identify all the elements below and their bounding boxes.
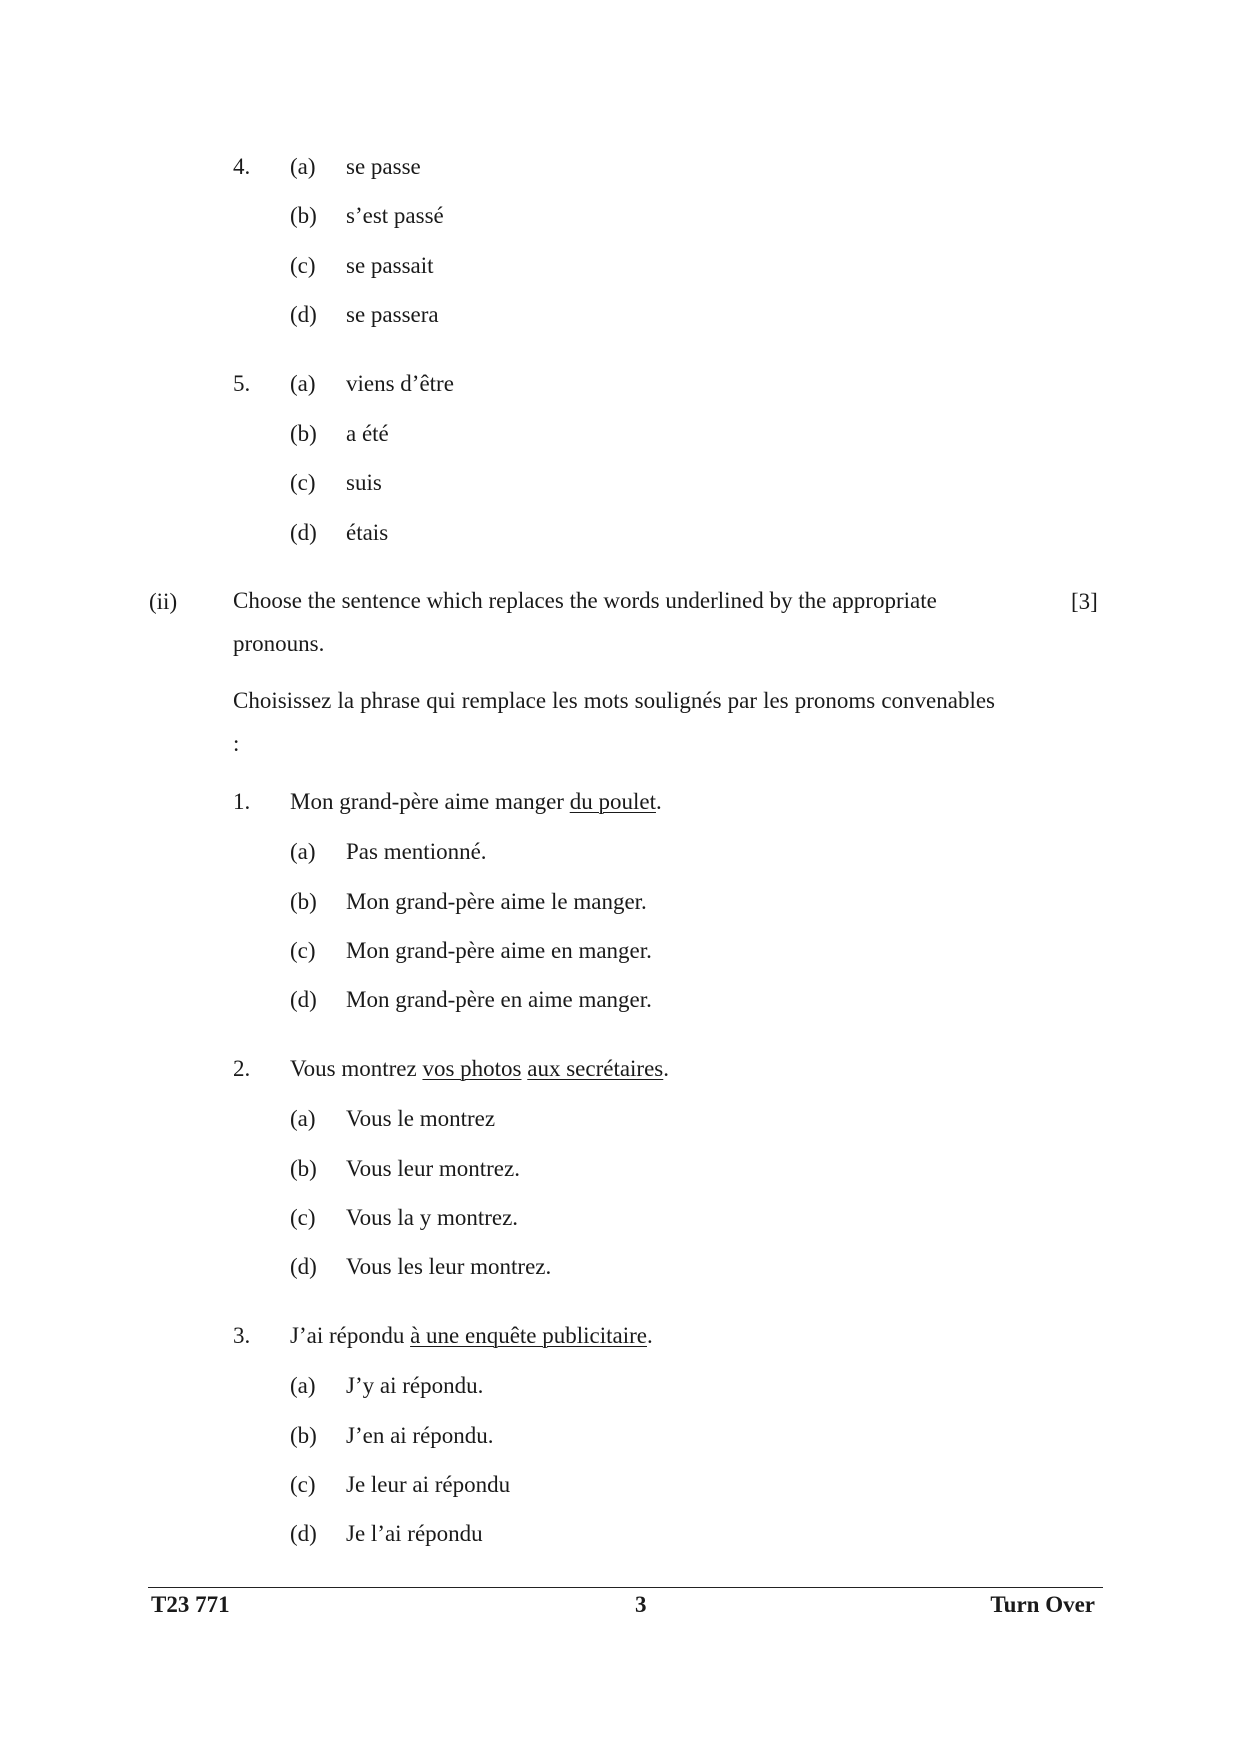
item-2-stem — [290, 1057, 669, 1080]
underlined-words: aux secrétaires — [527, 1056, 664, 1081]
underlined-words: à une enquête publicitaire — [410, 1323, 647, 1348]
option-text: Pas mentionné. — [346, 839, 487, 864]
option-label: (c) — [290, 253, 316, 278]
item-1-stem — [290, 790, 662, 813]
option-text: J’y ai répondu. — [346, 1373, 484, 1398]
q4-option-c — [290, 253, 434, 278]
option-text: suis — [346, 470, 382, 495]
option-text: Vous le montrez — [346, 1106, 496, 1131]
option-label: (b) — [290, 1423, 317, 1448]
item-1-option-b — [290, 889, 647, 914]
option-text: Mon grand-père en aime manger. — [346, 987, 652, 1012]
item-1-number: 1. — [233, 789, 251, 814]
option-text: viens d’être — [346, 371, 454, 396]
stem-text: Vous montrez — [290, 1056, 423, 1081]
page-number: 3 — [635, 1592, 647, 1617]
q5-option-b — [290, 421, 389, 446]
option-text: se passait — [346, 253, 434, 278]
option-text: Mon grand-père aime en manger. — [346, 938, 652, 963]
q5-option-a — [290, 371, 454, 396]
underlined-words: du poulet — [569, 789, 656, 814]
option-text: Vous la y montrez. — [346, 1205, 519, 1230]
option-label: (c) — [290, 938, 316, 963]
underlined-words: vos photos — [422, 1056, 522, 1081]
question-number: 5. — [233, 371, 251, 396]
option-label: (a) — [290, 154, 316, 179]
paper-code: T23 771 — [151, 1592, 230, 1617]
section-label: (ii) — [149, 589, 178, 614]
option-label: (d) — [290, 302, 317, 327]
section-marks: [3] — [1071, 589, 1098, 614]
option-text: se passe — [346, 154, 421, 179]
option-text: a été — [346, 421, 389, 446]
item-3-stem — [290, 1324, 653, 1347]
item-3-option-c — [290, 1472, 511, 1497]
question-number: 4. — [233, 154, 251, 179]
option-text: Vous les leur montrez. — [346, 1254, 552, 1279]
item-2-number: 2. — [233, 1056, 251, 1081]
option-label: (b) — [290, 1156, 317, 1181]
stem-text: Mon grand-père aime manger — [290, 789, 570, 814]
item-1-option-a — [290, 839, 487, 864]
item-1-option-c — [290, 938, 652, 963]
item-2-option-b — [290, 1156, 520, 1181]
option-text: Mon grand-père aime le manger. — [346, 889, 647, 914]
option-label: (a) — [290, 839, 316, 864]
item-3-option-b — [290, 1423, 494, 1448]
option-text: se passera — [346, 302, 439, 327]
stem-punctuation: . — [663, 1056, 670, 1081]
q4-option-b — [290, 203, 444, 228]
option-text: Je l’ai répondu — [346, 1521, 483, 1546]
item-2-option-d — [290, 1254, 552, 1279]
q4-option-d — [290, 302, 439, 327]
item-3-option-a — [290, 1373, 484, 1398]
item-2-option-a — [290, 1106, 496, 1131]
option-label: (c) — [290, 470, 316, 495]
instruction-english: Choose the sentence which replaces the words underlined by the appropriate pronouns. — [233, 588, 937, 656]
option-label: (c) — [290, 1205, 316, 1230]
option-label: (a) — [290, 371, 316, 396]
footer-divider — [148, 1587, 1103, 1588]
option-label: (b) — [290, 889, 317, 914]
option-label: (c) — [290, 1472, 316, 1497]
q4-option-a — [290, 154, 421, 179]
option-label: (d) — [290, 1521, 317, 1546]
item-2-option-c — [290, 1205, 519, 1230]
q5-option-d — [290, 520, 389, 545]
item-3-number: 3. — [233, 1323, 251, 1348]
q5-option-c — [290, 470, 382, 495]
option-label: (d) — [290, 520, 317, 545]
question-5 — [233, 372, 250, 395]
stem-punctuation: . — [655, 789, 662, 814]
option-label: (a) — [290, 1373, 316, 1398]
item-1-option-d — [290, 987, 652, 1012]
turn-over-label: Turn Over — [990, 1592, 1095, 1617]
item-3-option-d — [290, 1521, 483, 1546]
instruction-french: Choisissez la phrase qui remplace les mots soulignés par les pronoms convenables : — [233, 688, 995, 756]
option-label: (d) — [290, 1254, 317, 1279]
stem-punctuation: . — [647, 1323, 653, 1348]
option-text: Vous leur montrez. — [346, 1156, 520, 1181]
option-text: étais — [346, 520, 389, 545]
option-label: (b) — [290, 421, 317, 446]
option-text: Je leur ai répondu — [346, 1472, 511, 1497]
option-label: (b) — [290, 203, 317, 228]
option-label: (a) — [290, 1106, 316, 1131]
option-label: (d) — [290, 987, 317, 1012]
option-text: s’est passé — [346, 203, 444, 228]
option-text: J’en ai répondu. — [346, 1423, 494, 1448]
question-4 — [233, 155, 250, 178]
stem-text: J’ai répondu — [290, 1323, 411, 1348]
